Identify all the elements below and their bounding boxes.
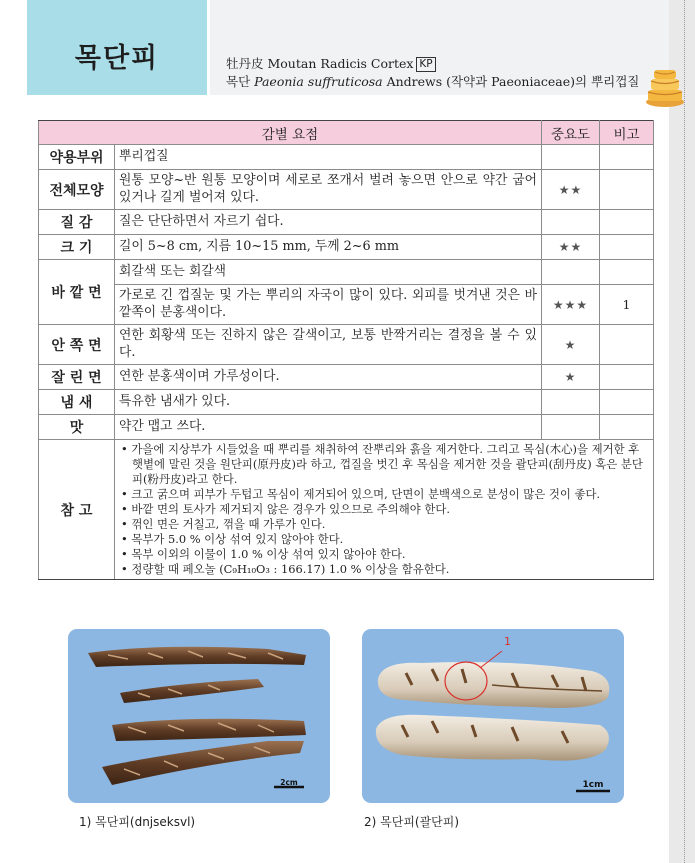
reference-item: • 바깥 면의 토사가 제거되지 않은 경우가 있으므로 주의해야 한다. xyxy=(121,502,647,517)
row-importance xyxy=(542,260,600,285)
row-remark xyxy=(600,415,654,440)
row-label: 참 고 xyxy=(39,440,115,580)
book-stack-icon xyxy=(643,66,687,108)
row-importance xyxy=(542,210,600,235)
row-importance: ★★ xyxy=(542,235,600,260)
row-label: 맛 xyxy=(39,415,115,440)
row-importance xyxy=(542,145,600,170)
latin-name: 牡丹皮 Moutan Radicis Cortex xyxy=(226,56,414,71)
row-label: 질 감 xyxy=(39,210,115,235)
table-row xyxy=(39,235,654,260)
kp-badge: KP xyxy=(416,57,435,72)
row-remark xyxy=(600,145,654,170)
peeled-bark-illustration xyxy=(362,629,624,803)
page-edge-bar xyxy=(669,0,695,863)
row-remark: 1 xyxy=(600,285,654,325)
row-importance: ★ xyxy=(542,365,600,390)
row-remark xyxy=(600,325,654,365)
row-remark xyxy=(600,260,654,285)
scale-label: 1cm xyxy=(582,780,604,790)
row-description: 연한 분홍색이며 가루성이다. xyxy=(115,365,542,390)
origin-line: 목단 Paeonia suffruticosa Andrews (작약과 Paeoniaceae)의 뿌리껍질 xyxy=(226,74,640,89)
row-label: 바 깥 면 xyxy=(39,260,115,325)
identification-table xyxy=(38,120,654,580)
reference-item: • 목부가 5.0 % 이상 섞여 있지 않아야 한다. xyxy=(121,532,647,547)
row-remark xyxy=(600,210,654,235)
table-row xyxy=(39,210,654,235)
row-description: 약간 맵고 쓰다. xyxy=(115,415,542,440)
row-description: 연한 회황색 또는 진하지 않은 갈색이고, 보통 반짝거리는 결정을 볼 수 있다. xyxy=(115,325,542,365)
scale-label: 2cm xyxy=(280,778,298,787)
latin-name-line xyxy=(226,54,436,72)
species-name: Paeonia suffruticosa xyxy=(254,74,383,89)
row-importance xyxy=(542,415,600,440)
reference-notes xyxy=(115,440,654,580)
row-importance xyxy=(542,390,600,415)
reference-item: • 꺾인 면은 거칠고, 꺾을 때 가루가 인다. xyxy=(121,517,647,532)
row-remark xyxy=(600,365,654,390)
row-description: 특유한 냄새가 있다. xyxy=(115,390,542,415)
row-remark xyxy=(600,235,654,260)
photo-raw-root-bark xyxy=(68,629,330,803)
page-edge-dotted-line xyxy=(684,0,685,863)
table-row xyxy=(39,145,654,170)
table-row xyxy=(39,285,654,325)
row-importance: ★★★ xyxy=(542,285,600,325)
reference-item: • 정량할 때 페오놀 (C₉H₁₀O₃ : 166.17) 1.0 % 이상을 함유한다. xyxy=(121,562,647,577)
marker-label: 1 xyxy=(504,635,511,648)
table-row xyxy=(39,415,654,440)
table-row xyxy=(39,440,654,580)
row-label: 전체모양 xyxy=(39,170,115,210)
table-row xyxy=(39,390,654,415)
root-bark-illustration xyxy=(68,629,330,803)
row-description: 질은 단단하면서 자르기 쉽다. xyxy=(115,210,542,235)
row-importance: ★ xyxy=(542,325,600,365)
row-remark xyxy=(600,170,654,210)
title-box xyxy=(27,0,207,95)
header-criteria: 감별 요점 xyxy=(39,121,542,145)
row-description: 원통 모양~반 원통 모양이며 세로로 쪼개서 벌려 놓으면 안으로 약간 굽어 있거나 길게 벌어져 있다. xyxy=(115,170,542,210)
row-description: 뿌리껍질 xyxy=(115,145,542,170)
row-remark xyxy=(600,390,654,415)
row-label: 약용부위 xyxy=(39,145,115,170)
reference-item: • 크고 굵으며 피부가 두텁고 목심이 제거되어 있으며, 단면이 분백색으로 분성이 많은 것이 좋다. xyxy=(121,487,647,502)
table-row xyxy=(39,365,654,390)
row-description: 회갈색 또는 회갈색 xyxy=(115,260,542,285)
row-label: 냄 새 xyxy=(39,390,115,415)
row-description: 길이 5~8 cm, 지름 10~15 mm, 두께 2~6 mm xyxy=(115,235,542,260)
row-label: 안 쪽 면 xyxy=(39,325,115,365)
photo-peeled-root-bark xyxy=(362,629,624,803)
header-remarks: 비고 xyxy=(600,121,654,145)
page-title: 목단피 xyxy=(74,43,160,74)
table-row xyxy=(39,170,654,210)
row-importance: ★★ xyxy=(542,170,600,210)
figure-caption: 1) 목단피(dnjseksvl) xyxy=(79,815,196,829)
reference-item: • 가을에 지상부가 시들었을 때 뿌리를 채취하여 잔뿌리와 흙을 제거한다. 그리고 목심(木心)을 제거한 후 햇볕에 말린 것을 원단피(原丹皮)라 하고, 껍질을 벗긴 후 목심을 제거한 것을 괄단피(刮丹皮) 혹은 분단피(粉丹皮)라고 한다. xyxy=(121,442,647,487)
table-row xyxy=(39,325,654,365)
header-importance: 중요도 xyxy=(542,121,600,145)
figure-caption: 2) 목단피(괄단피) xyxy=(364,815,460,829)
table-row xyxy=(39,260,654,285)
row-label: 크 기 xyxy=(39,235,115,260)
row-label: 잘 린 면 xyxy=(39,365,115,390)
row-description: 가로로 긴 껍질눈 및 가는 뿌리의 자국이 많이 있다. 외피를 벗겨낸 것은 바깥쪽이 분홍색이다. xyxy=(115,285,542,325)
reference-item: • 목부 이외의 이물이 1.0 % 이상 섞여 있지 않아야 한다. xyxy=(121,547,647,562)
